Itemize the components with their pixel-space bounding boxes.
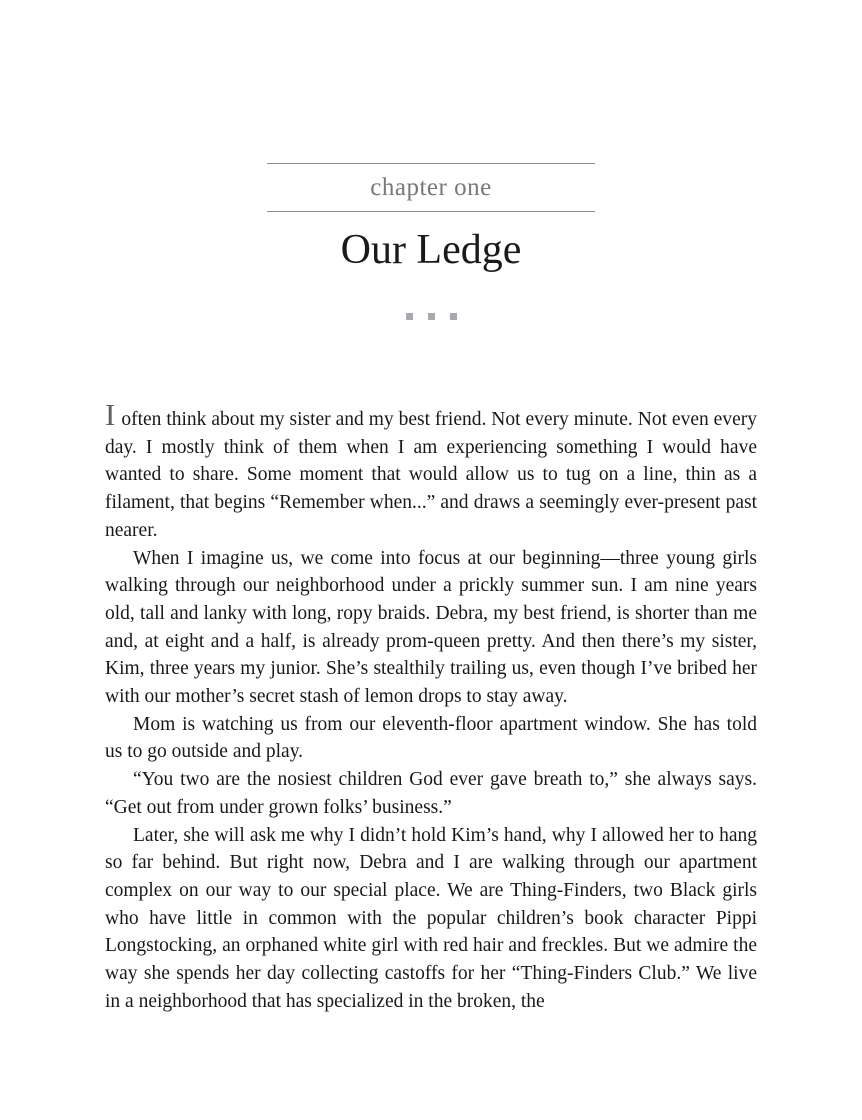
square-ornament-icon: [450, 313, 457, 320]
chapter-title: Our Ledge: [340, 227, 522, 273]
initial-capital: I: [105, 397, 116, 432]
paragraph-text: often think about my sister and my best friend. Not every minute. Not even every day. I mostly think of them when I am experiencing something I would have wanted to share. Some moment that would allow us to tug on a line, thin as a filament, that begins “Remember when...” and draws a seemingly ever-present past nearer.: [105, 409, 757, 541]
chapter-label: chapter one: [370, 174, 492, 201]
section-break-ornament: [0, 313, 862, 320]
chapter-body: [105, 399, 757, 1015]
square-ornament-icon: [428, 313, 435, 320]
chapter-header: [267, 163, 595, 212]
paragraph-opening: [105, 399, 757, 545]
paragraph: Mom is watching us from our eleventh-floor apartment window. She has told us to go outside and play.: [105, 713, 757, 763]
paragraph: When I imagine us, we come into focus at our beginning—three young girls walking through our neighborhood under a prickly summer sun. I am nine years old, tall and lanky with long, ropy braids. Debra, my best friend, is shorter than me and, at eight and a half, is already prom-queen pretty. And then there’s my sister, Kim, three years my junior. She’s stealthily trailing us, even though I’ve bribed her with our mother’s secret stash of lemon drops to stay away.: [105, 547, 757, 708]
divider-bottom: [267, 211, 595, 212]
square-ornament-icon: [406, 313, 413, 320]
paragraph: Later, she will ask me why I didn’t hold Kim’s hand, why I allowed her to hang so far behind. But right now, Debra and I are walking through our apartment complex on our way to our special place. We are Thing-Finders, two Black girls who have little in common with the popular children’s book character Pippi Longstocking, an orphaned white girl with red hair and freckles. But we admire the way she spends her day collecting castoffs for her “Thing-Finders Club.” We live in a neighborhood that has specialized in the broken, the: [105, 824, 757, 1012]
paragraph: “You two are the nosiest children God ever gave breath to,” she always says. “Get out from under grown folks’ business.”: [105, 769, 757, 818]
